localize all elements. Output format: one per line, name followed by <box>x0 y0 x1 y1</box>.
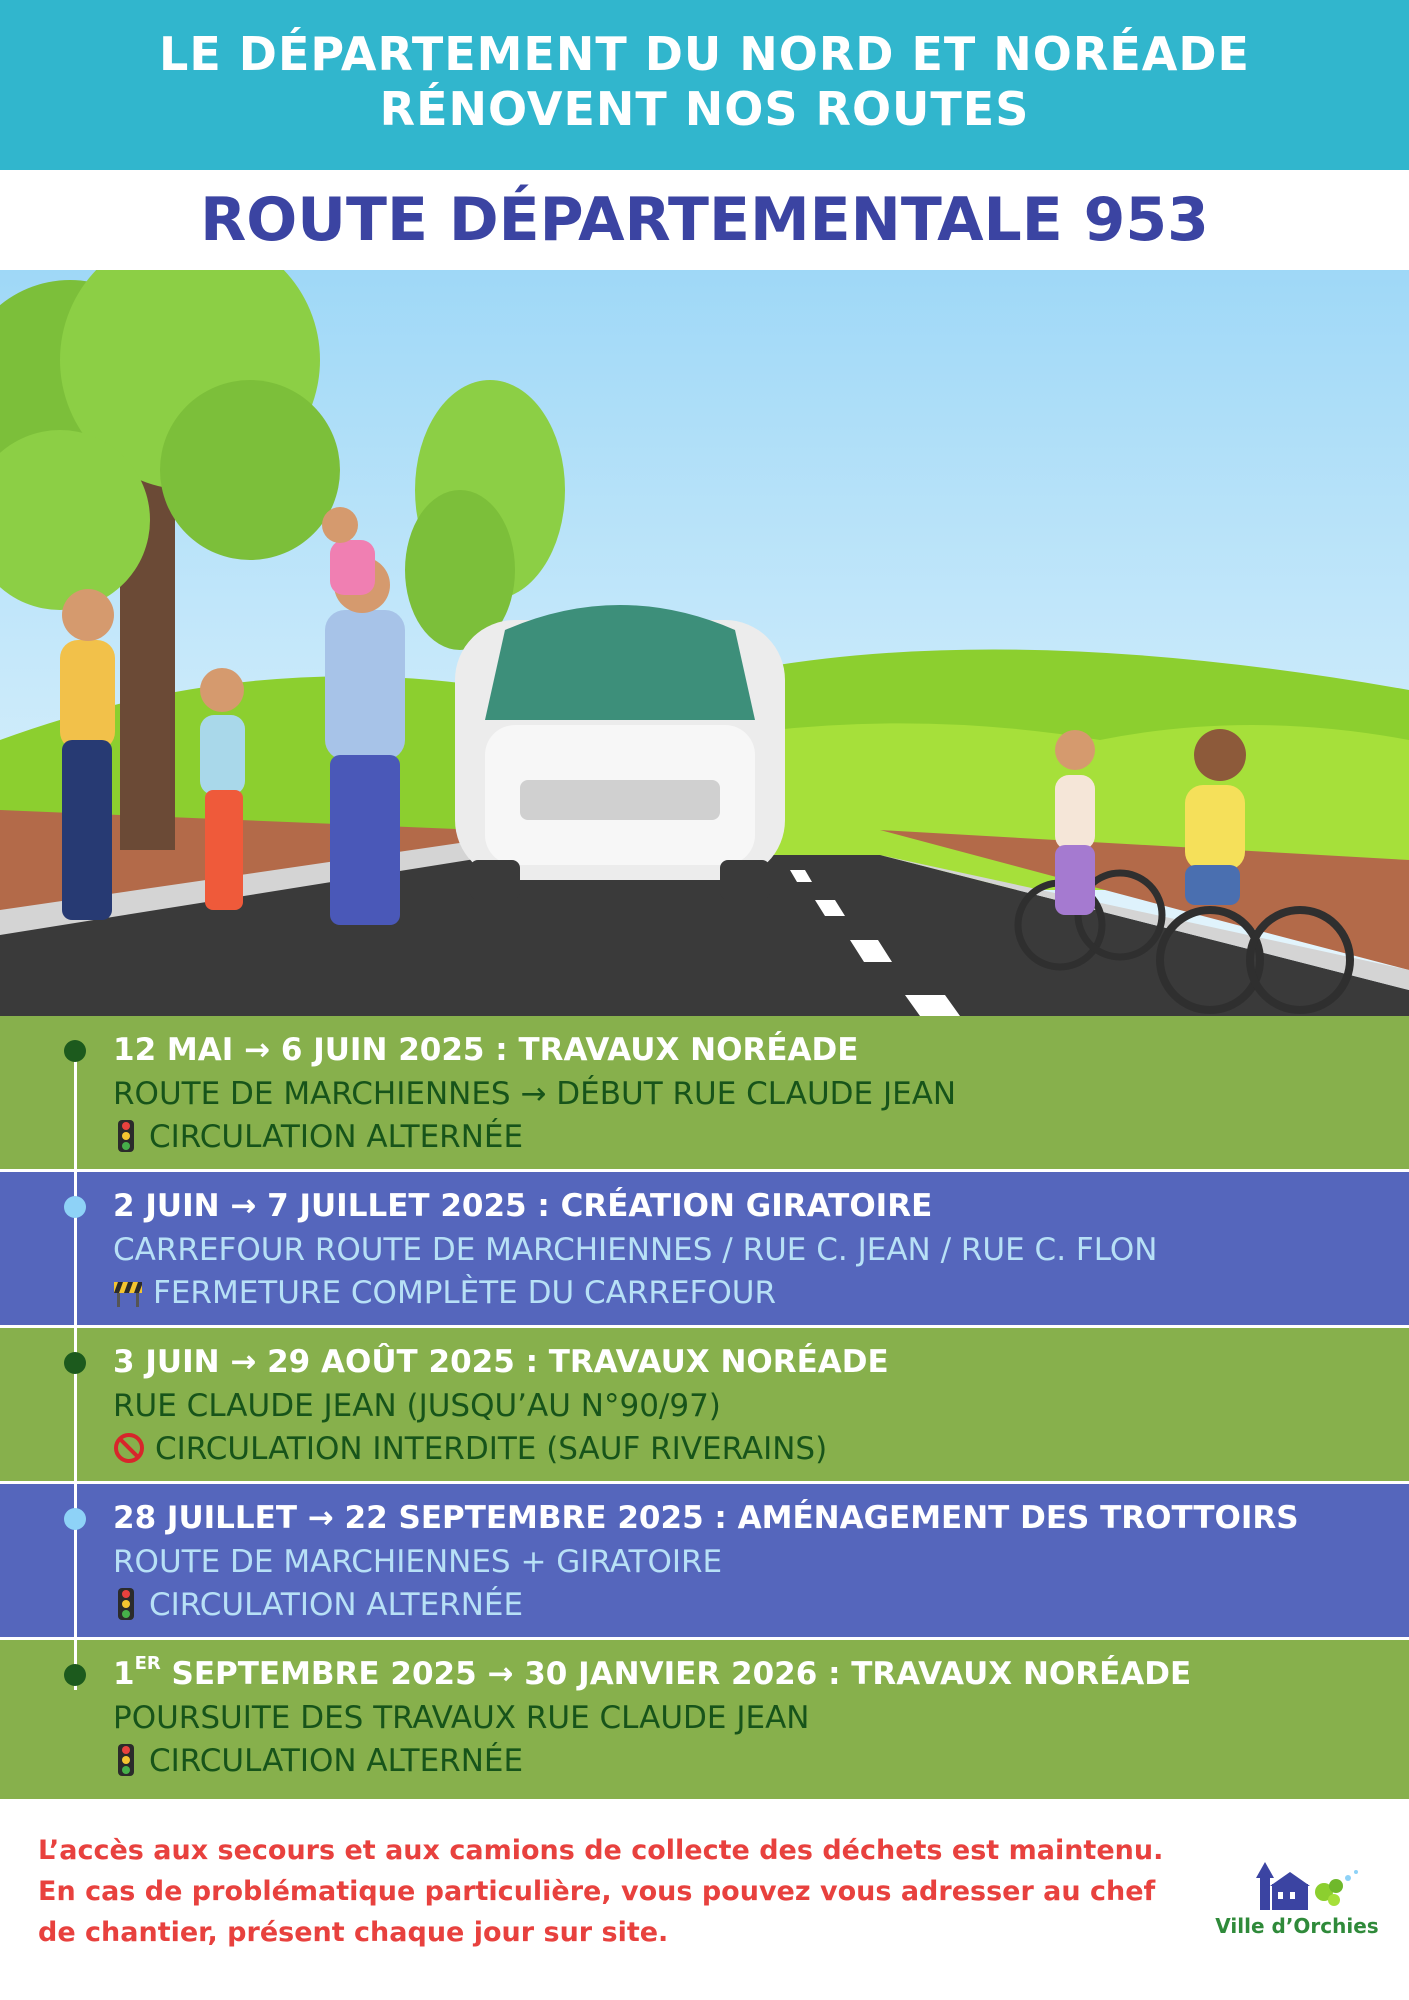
event-dates-prefix: 1 <box>113 1656 135 1692</box>
title-line-2: RÉNOVENT NOS ROUTES <box>379 82 1030 136</box>
event-location: RUE CLAUDE JEAN (JUSQU’AU N°90/97) <box>113 1388 721 1424</box>
timeline-dot <box>64 1508 86 1530</box>
event-impact-text: CIRCULATION ALTERNÉE <box>149 1743 524 1779</box>
event-location: CARREFOUR ROUTE DE MARCHIENNES / RUE C. JEAN / RUE C. FLON <box>113 1232 1158 1268</box>
timeline-dot <box>64 1664 86 1686</box>
event-dates-sup: ER <box>134 1653 161 1674</box>
no-entry-icon <box>113 1432 145 1464</box>
event-impact <box>113 1428 1409 1471</box>
traffic-light-icon <box>113 1744 139 1776</box>
road-illustration <box>0 270 1409 1016</box>
event-location: POURSUITE DES TRAVAUX RUE CLAUDE JEAN <box>113 1700 810 1736</box>
event-dates: 3 JUIN → 29 AOÛT 2025 : TRAVAUX NORÉADE <box>113 1344 889 1380</box>
event-impact <box>113 1740 1409 1783</box>
event-impact-text: CIRCULATION INTERDITE (SAUF RIVERAINS) <box>155 1431 828 1467</box>
event-location: ROUTE DE MARCHIENNES → DÉBUT RUE CLAUDE JEAN <box>113 1076 957 1112</box>
event-dates-text: SEPTEMBRE 2025 → 30 JANVIER 2026 : TRAVAUX NORÉADE <box>160 1656 1192 1692</box>
timeline-dot <box>64 1040 86 1062</box>
event-impact-text: CIRCULATION ALTERNÉE <box>149 1119 524 1155</box>
construction-barrier-icon <box>113 1276 143 1308</box>
event-location: ROUTE DE MARCHIENNES + GIRATOIRE <box>113 1544 723 1580</box>
logo-text: Ville d’Orchies <box>1215 1914 1379 1938</box>
event-impact-text: CIRCULATION ALTERNÉE <box>149 1587 524 1623</box>
event-dates: 2 JUIN → 7 JUILLET 2025 : CRÉATION GIRATOIRE <box>113 1188 933 1224</box>
road-scene-image <box>0 270 1409 1016</box>
timeline-event-5 <box>0 1640 1409 1799</box>
event-dates <box>113 1652 1409 1697</box>
event-impact-text: FERMETURE COMPLÈTE DU CARREFOUR <box>153 1275 777 1311</box>
town-logo-icon <box>1212 1858 1382 1958</box>
timeline-dot <box>64 1352 86 1374</box>
timeline-event-2 <box>0 1172 1409 1325</box>
traffic-light-icon <box>113 1588 139 1620</box>
title-line-1: LE DÉPARTEMENT DU NORD ET NORÉADE <box>159 27 1250 81</box>
header-banner <box>0 0 1409 170</box>
footer-line-2: En cas de problématique particulière, vous pouvez vous adresser au chef <box>38 1876 1156 1907</box>
page-subtitle: ROUTE DÉPARTEMENTALE 953 <box>200 185 1209 255</box>
event-impact <box>113 1272 1409 1315</box>
timeline-event-1 <box>0 1016 1409 1169</box>
footer-line-1: L’accès aux secours et aux camions de collecte des déchets est maintenu. <box>38 1835 1164 1866</box>
traffic-light-icon <box>113 1120 139 1152</box>
timeline-event-4 <box>0 1484 1409 1637</box>
footer-notice <box>38 1830 1218 1953</box>
footer-line-3: de chantier, présent chaque jour sur site. <box>38 1917 669 1948</box>
timeline-dot <box>64 1196 86 1218</box>
event-dates: 12 MAI → 6 JUIN 2025 : TRAVAUX NORÉADE <box>113 1032 859 1068</box>
event-dates: 28 JUILLET → 22 SEPTEMBRE 2025 : AMÉNAGEMENT DES TROTTOIRS <box>113 1500 1299 1536</box>
event-impact <box>113 1584 1409 1627</box>
event-impact <box>113 1116 1409 1159</box>
timeline-event-3 <box>0 1328 1409 1481</box>
works-timeline <box>0 1016 1409 1799</box>
